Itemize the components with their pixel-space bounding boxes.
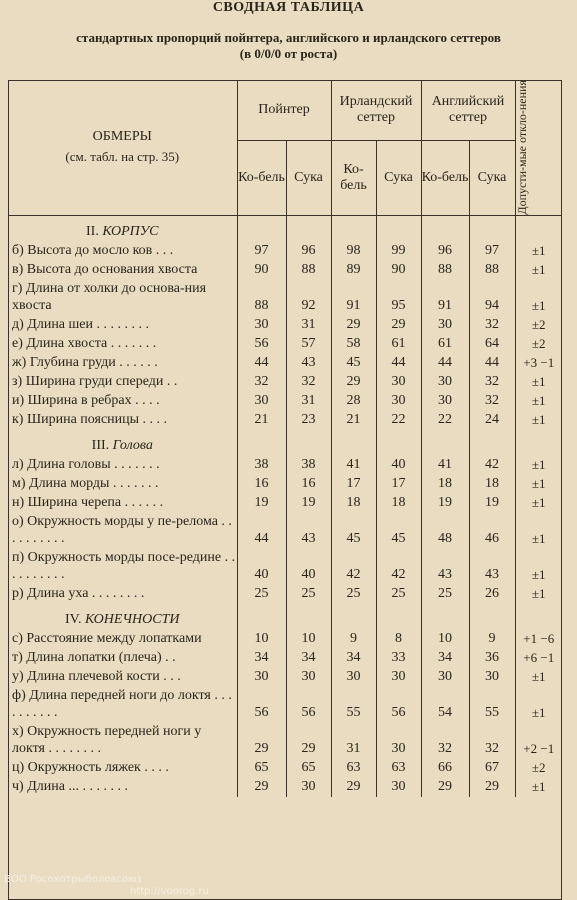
value-cell: 38 <box>237 456 286 475</box>
value-cell: 99 <box>376 242 421 261</box>
value-cell: 32 <box>421 723 469 759</box>
value-cell: 30 <box>421 668 469 687</box>
measure-name: ж) Глубина груди . . . . . . <box>12 354 158 370</box>
value-cell: 41 <box>331 456 376 475</box>
value-cell: 18 <box>376 494 421 513</box>
table-row <box>8 354 562 373</box>
value-cell: 88 <box>421 261 469 280</box>
value-cell: 98 <box>331 242 376 261</box>
value-cell: 16 <box>237 475 286 494</box>
page-title: СВОДНАЯ ТАБЛИЦА <box>212 0 365 15</box>
value-cell: 29 <box>376 316 421 335</box>
table-row <box>8 335 562 354</box>
value-cell: 45 <box>331 354 376 373</box>
value-cell: 30 <box>376 668 421 687</box>
section-number: III. <box>91 437 110 453</box>
table-row <box>8 261 562 280</box>
measure-label: ОБМЕРЫ <box>92 129 152 145</box>
value-cell: 38 <box>286 456 331 475</box>
value-cell: 63 <box>376 759 421 778</box>
measure-header <box>8 80 237 215</box>
table-row <box>8 723 562 759</box>
value-cell: 28 <box>331 392 376 411</box>
value-cell: 42 <box>331 549 376 585</box>
value-cell: 29 <box>469 778 515 797</box>
value-cell: 29 <box>237 778 286 797</box>
tolerance-cell: ±1 <box>515 261 562 280</box>
table-row <box>8 668 562 687</box>
value-cell: 19 <box>286 494 331 513</box>
measure-name: р) Длина уха . . . . . . . . <box>12 585 145 601</box>
measure-name: п) Окружность морды посе-редине . . . . . . . . . . <box>12 549 236 582</box>
measure-name: у) Длина плечевой кости . . . <box>12 668 181 684</box>
value-cell: 34 <box>286 649 331 668</box>
value-cell: 43 <box>469 549 515 585</box>
value-cell: 22 <box>421 411 469 430</box>
tolerance-cell: +3 −1 <box>515 354 562 373</box>
value-cell: 31 <box>286 392 331 411</box>
value-cell: 32 <box>469 392 515 411</box>
measure-sub-label: (см. табл. на стр. 35) <box>65 149 180 165</box>
value-cell: 32 <box>469 316 515 335</box>
value-cell: 17 <box>376 475 421 494</box>
empty-cell <box>376 604 421 630</box>
value-cell: 29 <box>237 723 286 759</box>
value-cell: 30 <box>421 373 469 392</box>
value-cell: 18 <box>421 475 469 494</box>
section-number: II. <box>86 223 99 239</box>
empty-cell <box>286 430 331 456</box>
value-cell: 19 <box>469 494 515 513</box>
value-cell: 30 <box>421 392 469 411</box>
tolerance-label: Допусти-мые откло-нения <box>514 80 529 215</box>
measure-name: ф) Длина передней ноги до локтя . . . . . . . . . . <box>12 687 232 720</box>
value-cell: 26 <box>469 585 515 604</box>
table-row <box>8 494 562 513</box>
value-cell: 89 <box>331 261 376 280</box>
value-cell: 42 <box>376 549 421 585</box>
tolerance-cell: ±1 <box>515 494 562 513</box>
tolerance-cell: ±2 <box>515 316 562 335</box>
empty-cell <box>421 215 469 242</box>
value-cell: 58 <box>331 335 376 354</box>
value-cell: 25 <box>376 585 421 604</box>
value-cell: 30 <box>376 373 421 392</box>
empty-cell <box>515 215 562 242</box>
value-cell: 22 <box>376 411 421 430</box>
value-cell: 9 <box>469 630 515 649</box>
value-cell: 16 <box>286 475 331 494</box>
empty-cell <box>421 430 469 456</box>
col-male: Ко-бель <box>331 140 376 215</box>
col-female: Сука <box>376 140 421 215</box>
value-cell: 88 <box>237 280 286 316</box>
group-header-english-setter: Английский сеттер <box>421 80 515 140</box>
value-cell: 19 <box>237 494 286 513</box>
section-row <box>8 430 562 456</box>
section-title <box>8 604 237 630</box>
section-number: IV. <box>65 611 82 627</box>
value-cell: 44 <box>237 513 286 549</box>
measure-name: д) Длина шеи . . . . . . . . <box>12 316 150 332</box>
value-cell: 30 <box>331 668 376 687</box>
empty-cell <box>469 430 515 456</box>
empty-cell <box>421 604 469 630</box>
value-cell: 56 <box>237 335 286 354</box>
value-cell: 32 <box>237 373 286 392</box>
value-cell: 96 <box>286 242 331 261</box>
value-cell: 91 <box>421 280 469 316</box>
value-cell: 55 <box>469 687 515 723</box>
group-header-pointer: Пойнтер <box>237 80 331 140</box>
table-row <box>8 456 562 475</box>
value-cell: 65 <box>237 759 286 778</box>
measure-name: л) Длина головы . . . . . . . <box>12 456 160 472</box>
table-row <box>8 549 562 585</box>
col-female: Сука <box>286 140 331 215</box>
tolerance-cell: ±2 <box>515 759 562 778</box>
value-cell: 31 <box>286 316 331 335</box>
measure-name: в) Высота до основания хвоста <box>12 261 198 277</box>
value-cell: 24 <box>469 411 515 430</box>
empty-cell <box>237 604 286 630</box>
subtitle-line-2: (в 0/0/0 от роста) <box>239 46 338 61</box>
tolerance-cell: +1 −6 <box>515 630 562 649</box>
measure-name: к) Ширина поясницы . . . . <box>12 411 168 427</box>
table-row <box>8 316 562 335</box>
empty-cell <box>286 604 331 630</box>
value-cell: 31 <box>331 723 376 759</box>
tolerance-cell: ±1 <box>515 585 562 604</box>
table-row <box>8 585 562 604</box>
measure-name: б) Высота до мосло ков . . . <box>12 242 174 258</box>
value-cell: 63 <box>331 759 376 778</box>
table-row <box>8 373 562 392</box>
empty-cell <box>331 604 376 630</box>
value-cell: 55 <box>331 687 376 723</box>
value-cell: 92 <box>286 280 331 316</box>
value-cell: 90 <box>237 261 286 280</box>
value-cell: 30 <box>237 392 286 411</box>
value-cell: 48 <box>421 513 469 549</box>
measure-name: с) Расстояние между лопатками <box>12 630 202 646</box>
empty-cell <box>237 430 286 456</box>
value-cell: 10 <box>237 630 286 649</box>
value-cell: 42 <box>469 456 515 475</box>
measure-name: и) Ширина в ребрах . . . . <box>12 392 160 408</box>
group-header-irish-setter: Ирландский сеттер <box>331 80 421 140</box>
value-cell: 90 <box>376 261 421 280</box>
value-cell: 56 <box>286 687 331 723</box>
value-cell: 17 <box>331 475 376 494</box>
tolerance-cell: ±1 <box>515 456 562 475</box>
value-cell: 56 <box>237 687 286 723</box>
value-cell: 10 <box>421 630 469 649</box>
value-cell: 21 <box>237 411 286 430</box>
value-cell: 96 <box>421 242 469 261</box>
measure-name: х) Окружность передней ноги у локтя . . . . . . . . <box>12 723 202 756</box>
value-cell: 57 <box>286 335 331 354</box>
value-cell: 32 <box>286 373 331 392</box>
tolerance-cell: ±1 <box>515 411 562 430</box>
value-cell: 41 <box>421 456 469 475</box>
value-cell: 18 <box>331 494 376 513</box>
table-row <box>8 475 562 494</box>
value-cell: 30 <box>376 392 421 411</box>
tolerance-cell: ±1 <box>515 778 562 797</box>
value-cell: 25 <box>286 585 331 604</box>
empty-cell <box>237 215 286 242</box>
watermark-url: http://voorog.ru <box>130 886 209 897</box>
section-name: КОРПУС <box>102 223 159 239</box>
measure-name: м) Длина морды . . . . . . . <box>12 475 159 491</box>
measure-name: г) Длина от холки до основа-ния хвоста <box>12 280 207 313</box>
tolerance-cell: ±1 <box>515 513 562 549</box>
table-row <box>8 242 562 261</box>
value-cell: 23 <box>286 411 331 430</box>
value-cell: 10 <box>286 630 331 649</box>
empty-cell <box>469 215 515 242</box>
value-cell: 43 <box>286 354 331 373</box>
value-cell: 65 <box>286 759 331 778</box>
value-cell: 29 <box>331 778 376 797</box>
empty-cell <box>515 430 562 456</box>
section-name: КОНЕЧНОСТИ <box>84 611 180 627</box>
value-cell: 43 <box>286 513 331 549</box>
measure-name: з) Ширина груди спереди . . <box>12 373 178 389</box>
table-row <box>8 649 562 668</box>
value-cell: 40 <box>376 456 421 475</box>
value-cell: 19 <box>421 494 469 513</box>
measure-name: т) Длина лопатки (плеча) . . <box>12 649 176 665</box>
table-row <box>8 513 562 549</box>
value-cell: 44 <box>237 354 286 373</box>
tolerance-cell: ±1 <box>515 373 562 392</box>
table-row <box>8 280 562 316</box>
value-cell: 30 <box>376 778 421 797</box>
value-cell: 56 <box>376 687 421 723</box>
value-cell: 88 <box>469 261 515 280</box>
value-cell: 33 <box>376 649 421 668</box>
tolerance-cell: ±1 <box>515 687 562 723</box>
empty-cell <box>331 430 376 456</box>
tolerance-cell: ±1 <box>515 668 562 687</box>
value-cell: 25 <box>237 585 286 604</box>
value-cell: 54 <box>421 687 469 723</box>
tolerance-cell: ±1 <box>515 392 562 411</box>
section-title <box>8 215 237 242</box>
value-cell: 8 <box>376 630 421 649</box>
tolerance-cell: +6 −1 <box>515 649 562 668</box>
value-cell: 44 <box>376 354 421 373</box>
value-cell: 61 <box>376 335 421 354</box>
proportions-table <box>8 80 562 797</box>
value-cell: 21 <box>331 411 376 430</box>
value-cell: 25 <box>421 585 469 604</box>
col-female: Сука <box>469 140 515 215</box>
tolerance-cell: ±1 <box>515 475 562 494</box>
page-subtitle <box>0 30 577 62</box>
value-cell: 30 <box>286 778 331 797</box>
empty-cell <box>376 215 421 242</box>
section-name: Голова <box>112 437 153 453</box>
value-cell: 29 <box>286 723 331 759</box>
col-male: Ко-бель <box>237 140 286 215</box>
value-cell: 94 <box>469 280 515 316</box>
measure-name: ч) Длина ... . . . . . . . <box>12 778 128 794</box>
table-row <box>8 411 562 430</box>
value-cell: 36 <box>469 649 515 668</box>
tolerance-cell: ±1 <box>515 549 562 585</box>
empty-cell <box>376 430 421 456</box>
value-cell: 44 <box>469 354 515 373</box>
watermark-text: ВОО Росохотрыболовсоюз <box>4 874 142 885</box>
value-cell: 30 <box>237 668 286 687</box>
value-cell: 40 <box>237 549 286 585</box>
value-cell: 67 <box>469 759 515 778</box>
empty-cell <box>515 604 562 630</box>
value-cell: 30 <box>286 668 331 687</box>
section-row <box>8 215 562 242</box>
value-cell: 30 <box>421 316 469 335</box>
empty-cell <box>286 215 331 242</box>
section-title <box>8 430 237 456</box>
value-cell: 29 <box>421 778 469 797</box>
subtitle-line-1: стандартных пропорций пойнтера, английского и ирландского сеттеров <box>76 30 501 45</box>
value-cell: 43 <box>421 549 469 585</box>
value-cell: 30 <box>469 668 515 687</box>
tolerance-cell: ±1 <box>515 242 562 261</box>
value-cell: 46 <box>469 513 515 549</box>
value-cell: 18 <box>469 475 515 494</box>
table-row <box>8 778 562 797</box>
tolerance-header <box>515 80 562 215</box>
empty-cell <box>469 604 515 630</box>
tolerance-cell: ±2 <box>515 335 562 354</box>
value-cell: 91 <box>331 280 376 316</box>
value-cell: 40 <box>286 549 331 585</box>
value-cell: 45 <box>331 513 376 549</box>
section-row <box>8 604 562 630</box>
value-cell: 30 <box>237 316 286 335</box>
value-cell: 29 <box>331 316 376 335</box>
measure-name: о) Окружность морды у пе-релома . . . . . . . . . . <box>12 513 232 546</box>
value-cell: 9 <box>331 630 376 649</box>
value-cell: 64 <box>469 335 515 354</box>
value-cell: 95 <box>376 280 421 316</box>
value-cell: 25 <box>331 585 376 604</box>
value-cell: 30 <box>376 723 421 759</box>
value-cell: 34 <box>237 649 286 668</box>
value-cell: 66 <box>421 759 469 778</box>
value-cell: 97 <box>469 242 515 261</box>
table-row <box>8 392 562 411</box>
value-cell: 88 <box>286 261 331 280</box>
col-male: Ко-бель <box>421 140 469 215</box>
table-row <box>8 759 562 778</box>
table-row <box>8 630 562 649</box>
value-cell: 97 <box>237 242 286 261</box>
measure-name: ц) Окружность ляжек . . . . <box>12 759 169 775</box>
empty-cell <box>331 215 376 242</box>
measure-name: н) Ширина черепа . . . . . . <box>12 494 164 510</box>
value-cell: 34 <box>331 649 376 668</box>
value-cell: 32 <box>469 723 515 759</box>
value-cell: 61 <box>421 335 469 354</box>
measure-name: е) Длина хвоста . . . . . . . <box>12 335 157 351</box>
value-cell: 44 <box>421 354 469 373</box>
value-cell: 34 <box>421 649 469 668</box>
tolerance-cell: ±1 <box>515 280 562 316</box>
value-cell: 45 <box>376 513 421 549</box>
table-row <box>8 687 562 723</box>
value-cell: 29 <box>331 373 376 392</box>
tolerance-cell: +2 −1 <box>515 723 562 759</box>
value-cell: 32 <box>469 373 515 392</box>
